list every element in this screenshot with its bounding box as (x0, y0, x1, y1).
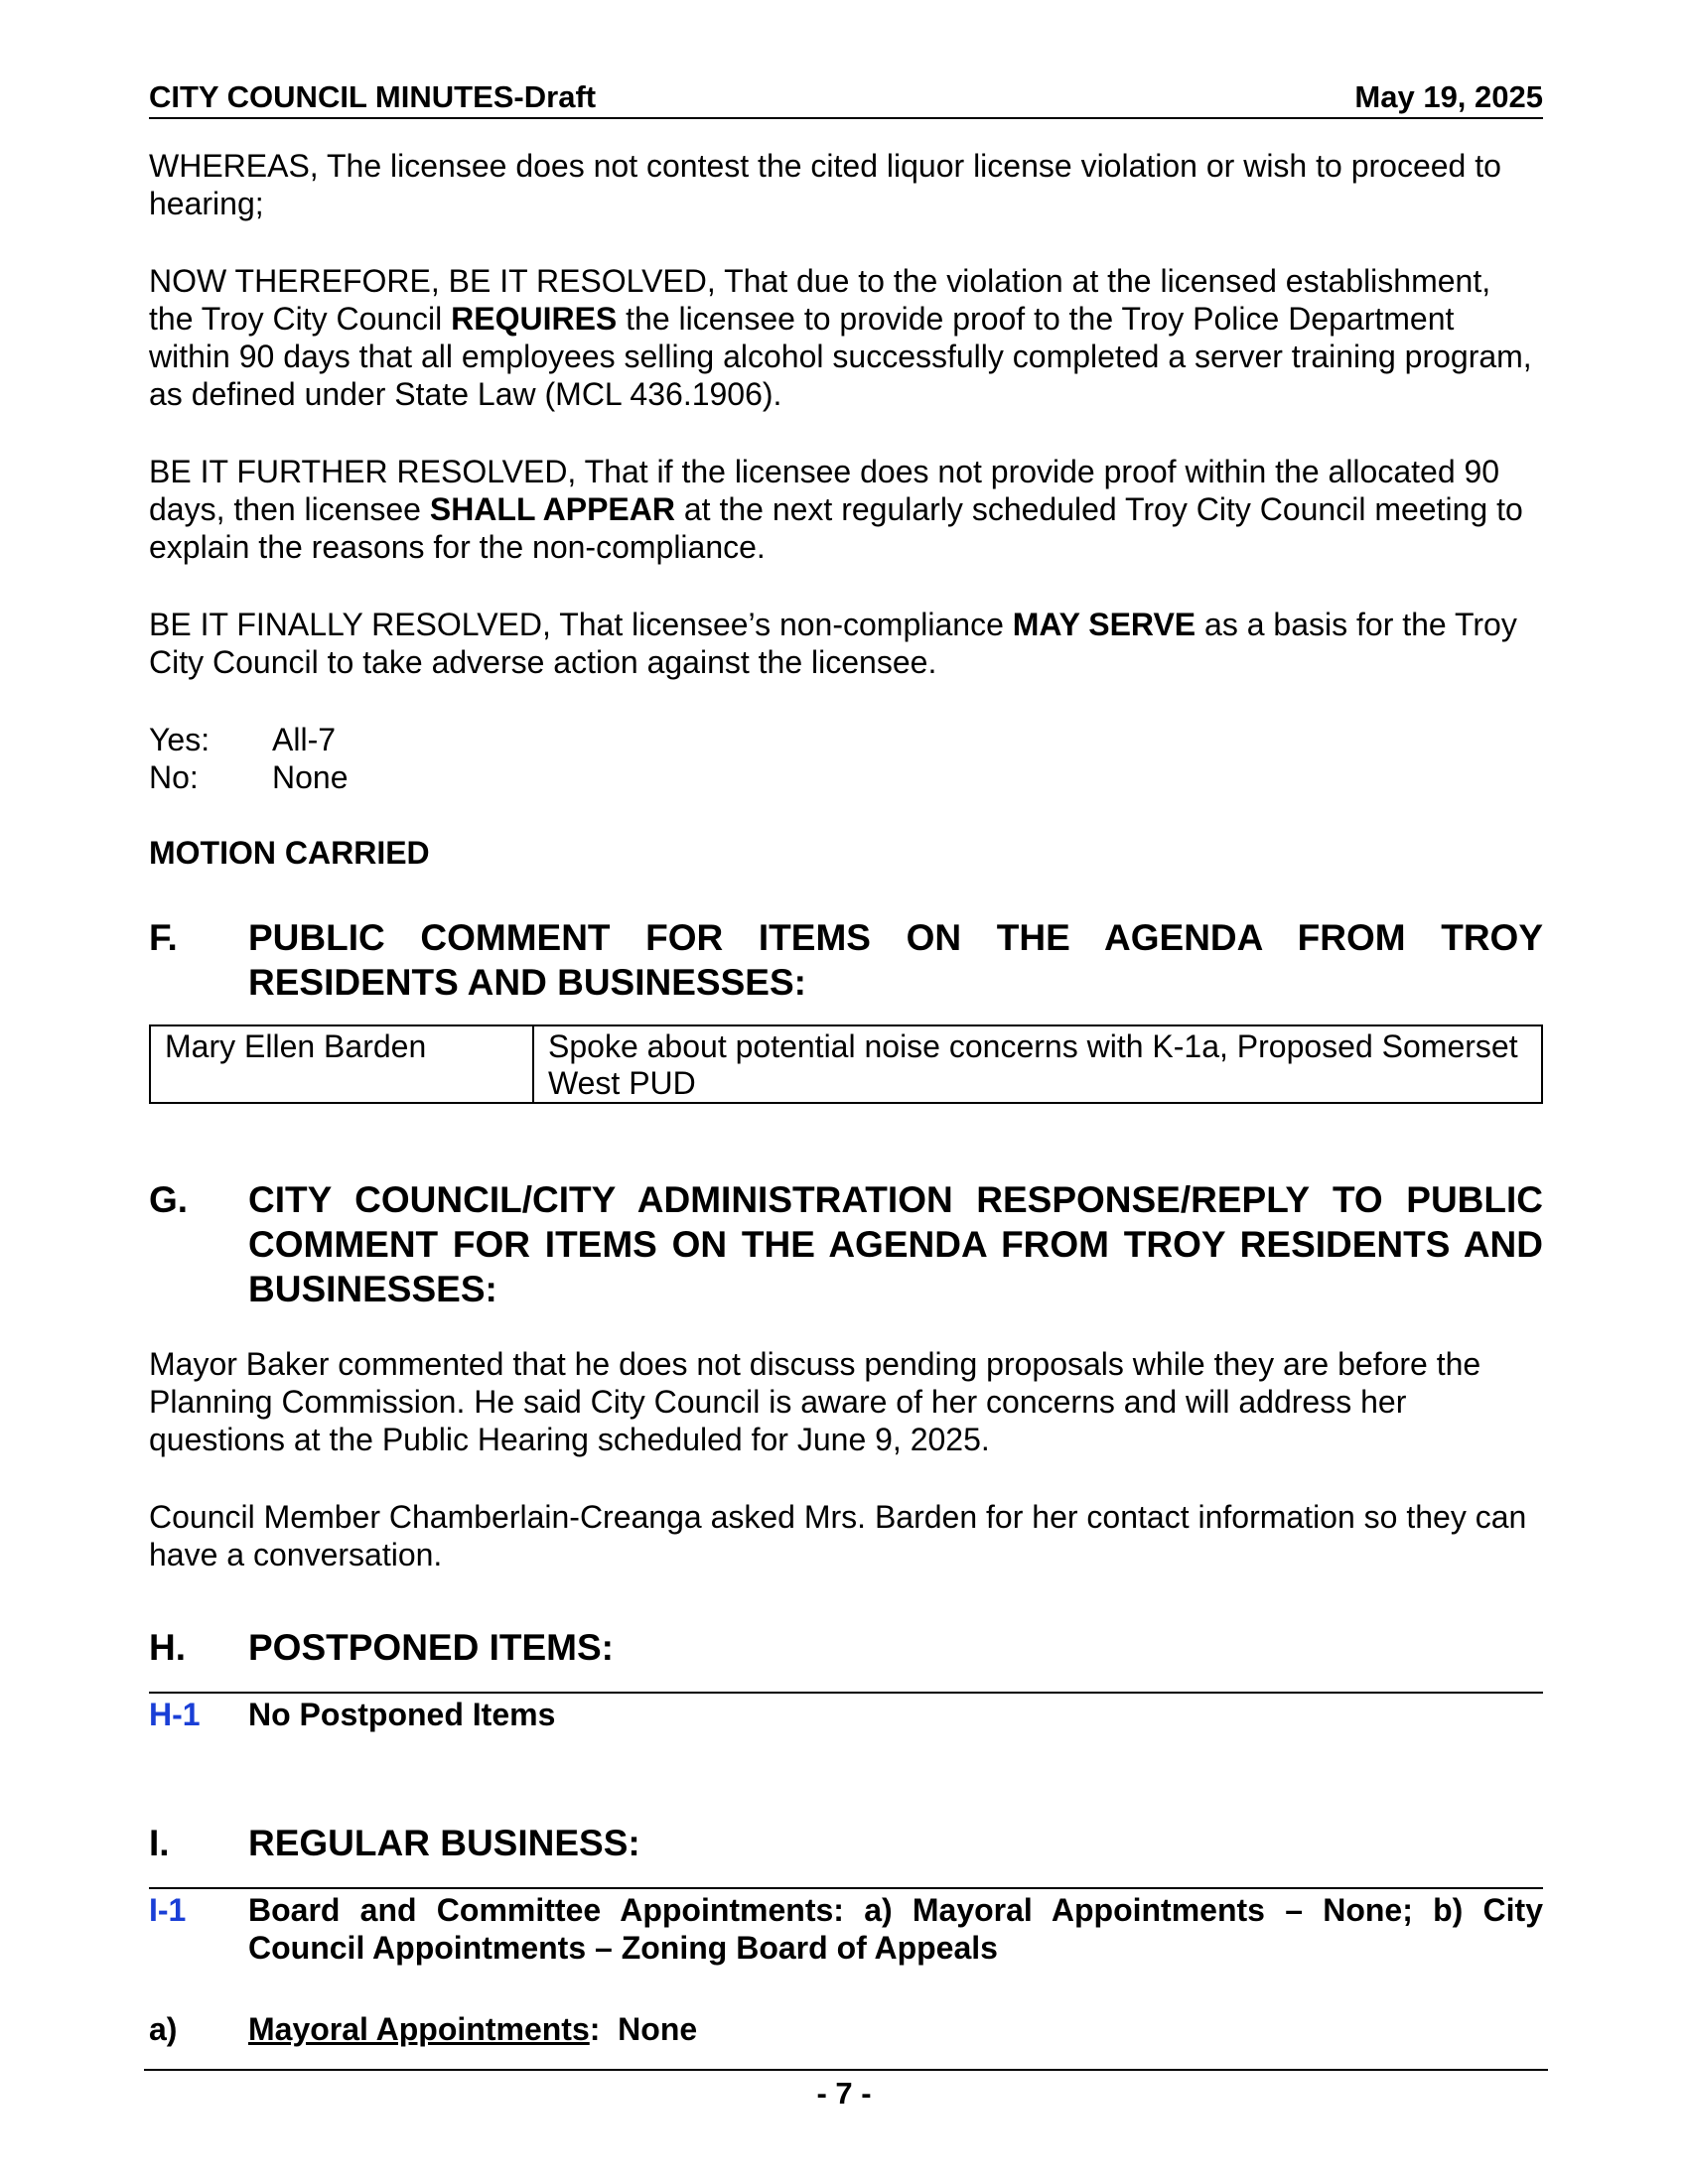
section-g-heading: G. CITY COUNCIL/CITY ADMINISTRATION RESPONSE/REPLY TO PUBLIC COMMENT FOR ITEMS ON THE AGENDA FROM TROY RESIDENTS AND BUSINESSES: (149, 1179, 1543, 1309)
section-g-paragraph: Council Member Chamberlain-Creanga asked Mrs. Barden for her contact information so they can have a conversation. (149, 1499, 1527, 1572)
section-g-paragraph: Mayor Baker commented that he does not discuss pending proposals while they are before the Planning Commission. He said City Council is aware of her concerns and will address her questions at the Public Hearing scheduled for June 9, 2025. (149, 1346, 1481, 1457)
vote-row-no: No: None (149, 759, 349, 795)
section-h-heading: H. POSTPONED ITEMS: (149, 1627, 614, 1668)
agenda-item-h-1: H-1 No Postponed Items (149, 1697, 556, 1732)
whereas-paragraph: WHEREAS, The licensee does not contest the cited liquor license violation or wish to proceed to hearing; (149, 148, 1501, 221)
comment-text: Spoke about potential noise concerns with K-1a, Proposed Somerset West PUD (533, 1025, 1542, 1103)
motion-result: MOTION CARRIED (149, 835, 430, 871)
further-resolved-paragraph: BE IT FURTHER RESOLVED, That if the licensee does not provide proof within the allocated 90 days, then licensee SHALL APPEAR at the next regularly scheduled Troy City Council meeting to explain the reasons for the non-compliance. (149, 454, 1523, 565)
footer-rule (144, 2069, 1548, 2071)
document-page (149, 79, 1543, 2048)
agenda-item-number-link[interactable]: I-1 (149, 1892, 187, 1928)
agenda-item-number-link[interactable]: H-1 (149, 1697, 201, 1732)
page-header (149, 79, 1543, 119)
vote-tally (149, 721, 1543, 796)
vote-row-yes: Yes: All-7 (149, 722, 337, 757)
now-therefore-paragraph: NOW THEREFORE, BE IT RESOLVED, That due to the violation at the licensed establishment, the Troy City Council REQUIRES the licensee to provide proof to the Troy Police Department within 90 days that all employees selling alcohol successfully completed a server training program, as defined under State Law (MCL 436.1906). (149, 263, 1532, 412)
section-i-heading: I. REGULAR BUSINESS: (149, 1823, 640, 1863)
finally-resolved-paragraph: BE IT FINALLY RESOLVED, That licensee’s non-compliance MAY SERVE as a basis for the Troy City Council to take adverse action against the licensee. (149, 607, 1517, 680)
header-date: May 19, 2025 (1354, 79, 1543, 114)
public-comment-table (149, 1024, 1543, 1104)
agenda-item-i-1: I-1 Board and Committee Appointments: a) Mayoral Appointments – None; b) City Council Appointments – Zoning Board of Appeals (149, 1892, 1543, 1966)
mayoral-appointments-line: a) Mayoral Appointments: None (149, 2011, 698, 2047)
header-title: CITY COUNCIL MINUTES-Draft (149, 79, 597, 114)
commenter-name: Mary Ellen Barden (150, 1025, 533, 1103)
table-row (150, 1025, 1542, 1103)
page-number: - 7 - (816, 2076, 872, 2111)
section-f-heading: F. PUBLIC COMMENT FOR ITEMS ON THE AGENDA FROM TROY RESIDENTS AND BUSINESSES: (149, 917, 1543, 1003)
